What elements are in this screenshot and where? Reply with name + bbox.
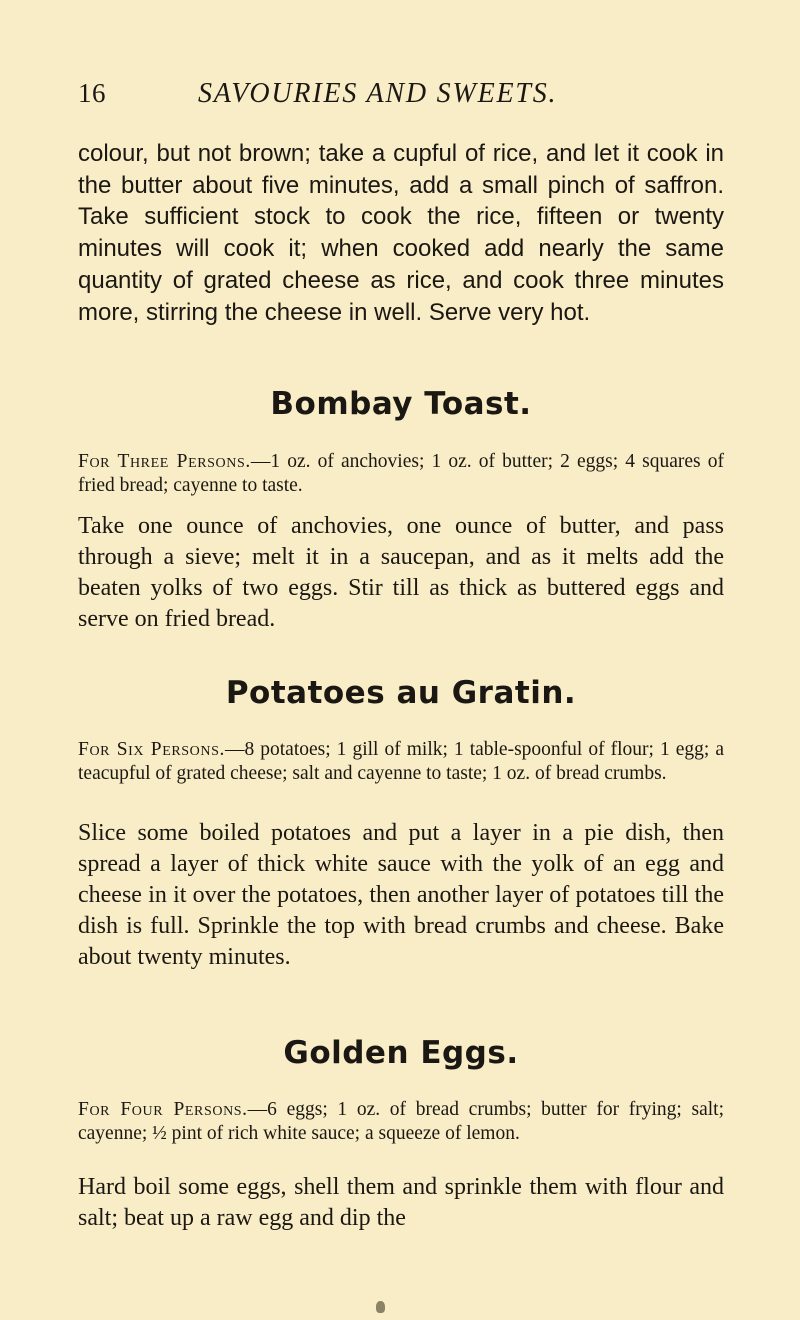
page-header [78,78,720,118]
page-number: 16 [78,78,106,108]
ingredients-potatoes-au-gratin [78,738,724,786]
method-bombay-toast: Take one ounce of anchovies, one ounce of butter, and pass through a sieve; melt it in a saucepan, and as it melts add the beaten yolks of two eggs. Stir till as thick as buttered eggs and serve on fried bread. [78,513,724,632]
ingredients-golden-eggs [78,1098,724,1146]
ingredients-bombay-toast [78,450,724,498]
recipe-title-golden-eggs: Golden Eggs. [283,1035,519,1071]
ingredients-lead: For Six Persons. [78,739,225,760]
continuation-paragraph: colour, but not brown; take a cupful of rice, and let it cook in the butter about five minutes, add a small pinch of saffron. Take sufficient stock to cook the rice, fifteen or twenty minutes will cook it; when cooked add nearly the same quantity of grated cheese as rice, and cook three minutes more, stirring the cheese in well. Serve very hot. [78,140,724,326]
ingredients-list: —1 oz. of anchovies; 1 oz. of butter; 2 eggs; 4 squares of fried bread; cayenne to taste. [78,451,724,496]
ingredients-list: —8 potatoes; 1 gill of milk; 1 table-spoonful of flour; 1 egg; a teacupful of grated cheese; salt and cayenne to taste; 1 oz. of bread crumbs. [78,739,724,784]
method-golden-eggs: Hard boil some eggs, shell them and sprinkle them with flour and salt; beat up a raw egg and dip the [78,1174,724,1231]
recipe-title-bombay-toast: Bombay Toast. [270,386,532,422]
ingredients-lead: For Three Persons. [78,451,251,472]
running-head: SAVOURIES AND SWEETS. [198,78,558,109]
ingredients-lead: For Four Persons. [78,1099,248,1120]
ink-blot [376,1301,385,1313]
method-potatoes-au-gratin: Slice some boiled potatoes and put a layer in a pie dish, then spread a layer of thick white sauce with the yolk of an egg and cheese in it over the potatoes, then another layer of potatoes till the dish is full. Sprinkle the top with bread crumbs and cheese. Bake about twenty minutes. [78,820,724,970]
recipe-title-potatoes-au-gratin: Potatoes au Gratin. [225,675,577,711]
ingredients-list: —6 eggs; 1 oz. of bread crumbs; butter for frying; salt; cayenne; ½ pint of rich white sauce; a squeeze of lemon. [78,1099,724,1144]
